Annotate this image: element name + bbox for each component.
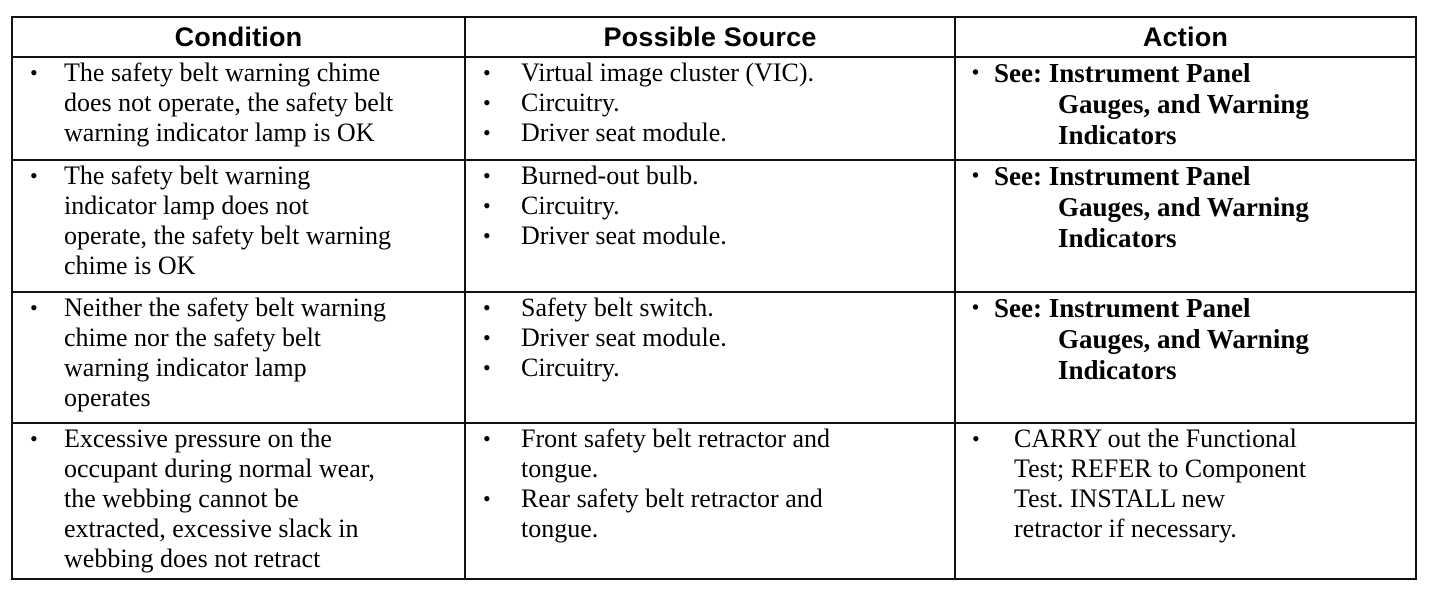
- see-label: See:: [994, 58, 1042, 88]
- bullet-icon: •: [483, 324, 491, 350]
- action-item: [956, 293, 1415, 386]
- source-item: • Driver seat module.: [483, 322, 727, 352]
- condition-item: [13, 58, 464, 148]
- condition-line: indicator lamp does not: [64, 190, 309, 220]
- action-ref-line: Instrument Panel: [1048, 292, 1251, 323]
- condition-line: Neither the safety belt warning: [64, 292, 386, 322]
- header-condition: Condition: [12, 17, 465, 57]
- bullet-icon: •: [972, 296, 980, 319]
- action-item: [956, 58, 1415, 151]
- action-cell: [955, 160, 1416, 292]
- condition-line: occupant during normal wear,: [64, 454, 375, 484]
- source-item: • Front safety belt retractor and tongue.: [483, 424, 830, 484]
- condition-line: warning indicator lamp: [64, 352, 307, 382]
- bullet-icon: •: [30, 294, 38, 320]
- action-ref-line: Indicators: [1058, 222, 1177, 253]
- condition-cell: [12, 160, 465, 292]
- action-cell: [955, 423, 1416, 579]
- condition-line: operates: [64, 382, 151, 412]
- source-cell: [465, 423, 955, 579]
- bullet-icon: •: [483, 486, 491, 512]
- source-item: • Driver seat module.: [483, 118, 727, 147]
- action-line: Test. INSTALL new: [1014, 484, 1226, 514]
- bullet-icon: •: [483, 192, 491, 218]
- condition-item: [13, 293, 464, 413]
- action-line: CARRY out the Functional: [1014, 424, 1297, 454]
- condition-line: The safety belt warning: [64, 160, 311, 190]
- source-cell: [465, 292, 955, 423]
- action-ref-line: Indicators: [1058, 354, 1177, 385]
- bullet-icon: •: [30, 60, 38, 85]
- condition-line: the webbing cannot be: [64, 484, 299, 514]
- action-line: Test; REFER to Component: [1014, 454, 1307, 484]
- bullet-icon: •: [483, 354, 491, 380]
- bullet-icon: •: [972, 62, 980, 84]
- table-row: [12, 57, 1416, 160]
- action-ref-line: Indicators: [1058, 120, 1177, 150]
- action-ref-line: Instrument Panel: [1048, 160, 1251, 191]
- bullet-icon: •: [30, 426, 38, 452]
- bullet-icon: •: [483, 162, 491, 188]
- table-row: [12, 292, 1416, 423]
- see-label: See:: [994, 292, 1042, 323]
- table-row: [12, 423, 1416, 579]
- source-item: • Circuitry.: [483, 88, 620, 117]
- condition-item: [13, 161, 464, 281]
- condition-line: The safety belt warning chime: [64, 58, 381, 87]
- condition-cell: [12, 292, 465, 423]
- action-cell: [955, 57, 1416, 160]
- condition-line: extracted, excessive slack in: [64, 514, 359, 544]
- bullet-icon: •: [972, 164, 980, 187]
- condition-line: warning indicator lamp is OK: [64, 118, 375, 147]
- condition-line: chime nor the safety belt: [64, 322, 322, 352]
- source-item: • Burned-out bulb.: [483, 160, 699, 190]
- action-ref-line: Gauges, and Warning: [1058, 89, 1309, 119]
- action-line: retractor if necessary.: [1014, 514, 1237, 544]
- bullet-icon: •: [30, 162, 38, 188]
- action-ref-line: Gauges, and Warning: [1058, 191, 1309, 222]
- source-cell: [465, 57, 955, 160]
- header-action: Action: [955, 17, 1416, 57]
- action-item: [956, 424, 1415, 544]
- condition-line: webbing does not retract: [64, 544, 321, 574]
- action-item: [956, 161, 1415, 254]
- action-ref-line: Instrument Panel: [1048, 58, 1251, 88]
- source-item: • Safety belt switch.: [483, 292, 714, 322]
- table-row: [12, 160, 1416, 292]
- bullet-icon: •: [483, 294, 491, 320]
- header-possible-source: Possible Source: [465, 17, 955, 57]
- condition-cell: [12, 423, 465, 579]
- condition-line: does not operate, the safety belt: [64, 88, 394, 117]
- source-cell: [465, 160, 955, 292]
- header-row: [12, 17, 1416, 57]
- bullet-icon: •: [483, 120, 491, 145]
- diagnostic-table: [11, 16, 1417, 580]
- bullet-icon: •: [483, 60, 491, 85]
- see-label: See:: [994, 160, 1042, 191]
- bullet-icon: •: [972, 426, 980, 452]
- condition-line: chime is OK: [64, 250, 196, 280]
- condition-item: [13, 424, 464, 574]
- source-item: • Virtual image cluster (VIC).: [483, 58, 815, 87]
- condition-line: Excessive pressure on the: [64, 424, 332, 454]
- bullet-icon: •: [483, 90, 491, 115]
- condition-cell: [12, 57, 465, 160]
- bullet-icon: •: [483, 426, 491, 452]
- action-ref-line: Gauges, and Warning: [1058, 323, 1309, 354]
- source-item: • Circuitry.: [483, 190, 620, 220]
- source-item: • Driver seat module.: [483, 220, 727, 250]
- condition-line: operate, the safety belt warning: [64, 220, 392, 250]
- source-item: • Rear safety belt retractor and tongue.: [483, 484, 823, 544]
- action-cell: [955, 292, 1416, 423]
- source-item: • Circuitry.: [483, 352, 620, 382]
- bullet-icon: •: [483, 222, 491, 248]
